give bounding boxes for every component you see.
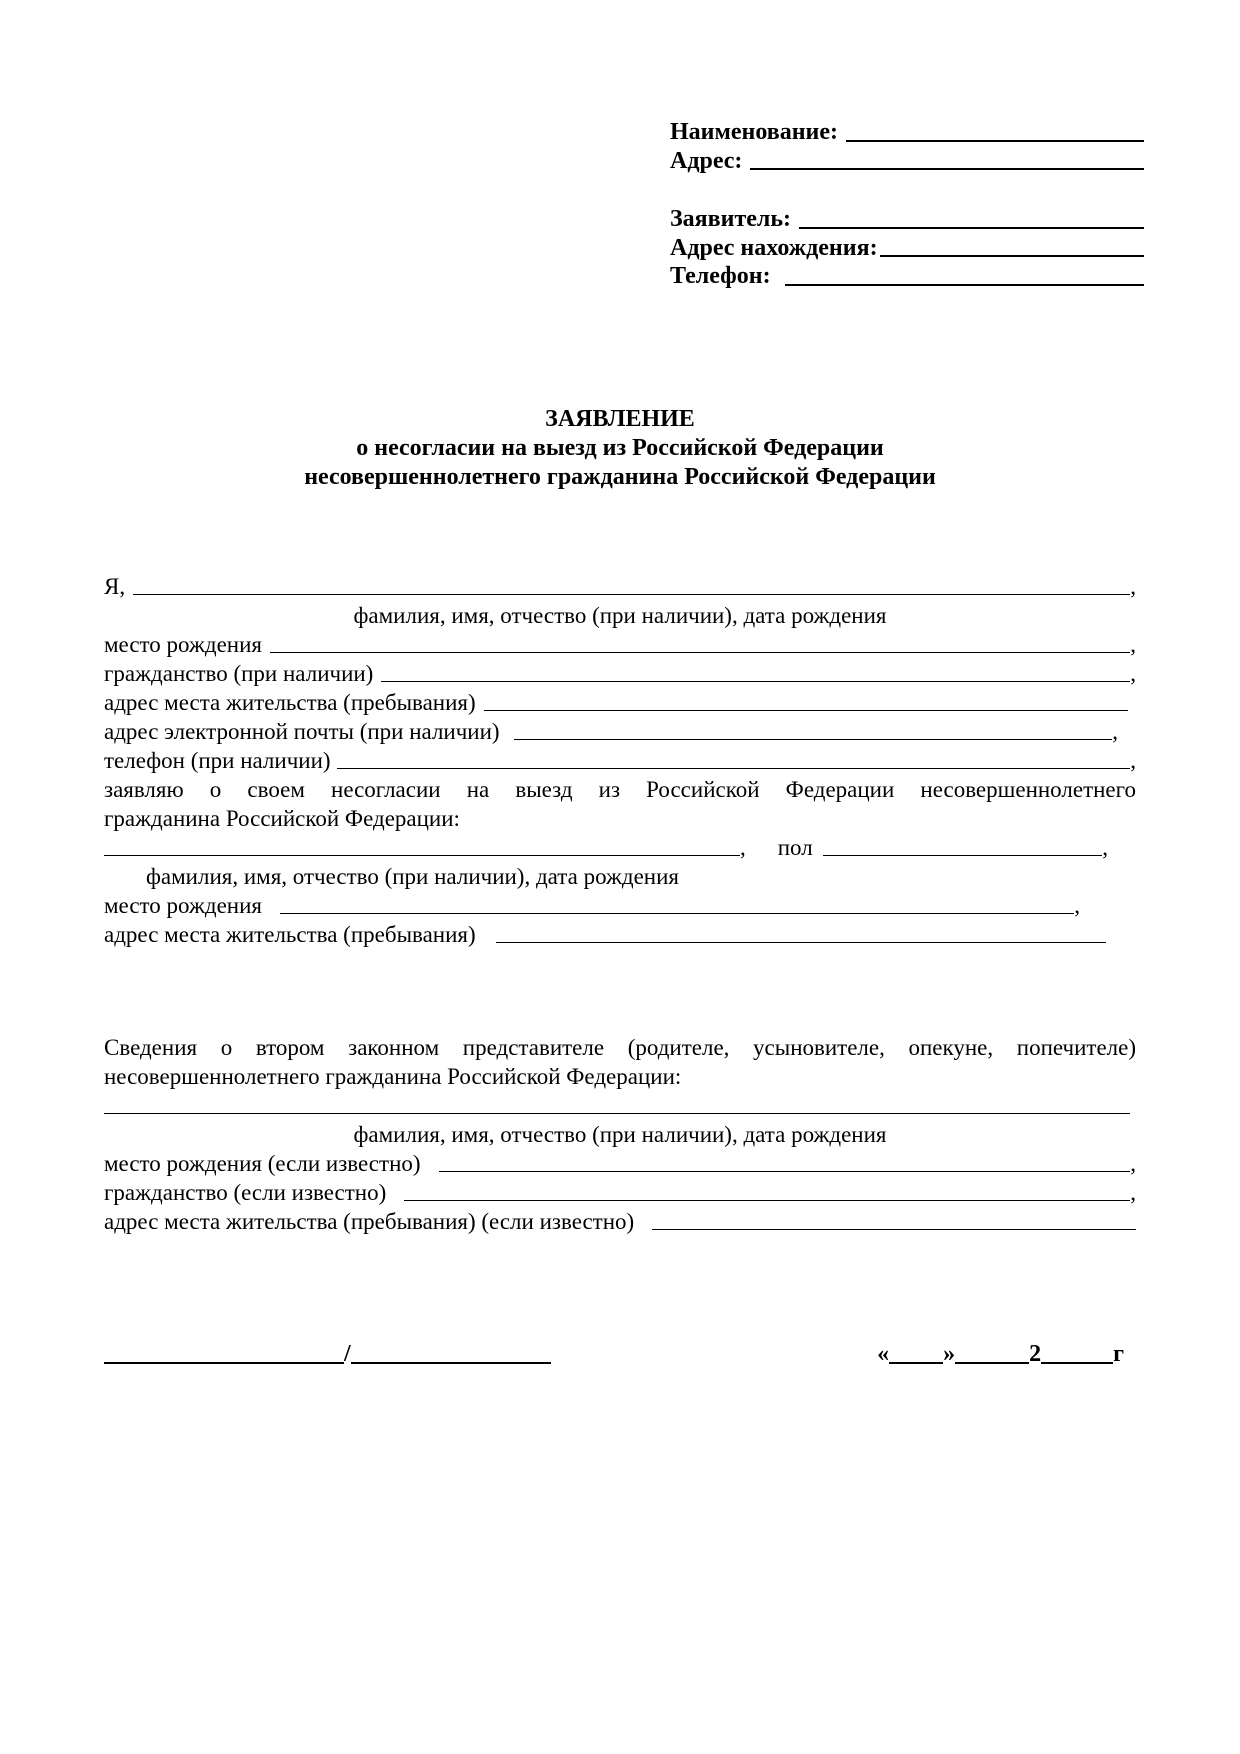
- minor-birthplace-row: [104, 891, 1136, 920]
- year-suffix: г: [1113, 1341, 1124, 1367]
- second-rep-birthplace-field[interactable]: [439, 1153, 1131, 1172]
- minor-sex-field[interactable]: [823, 837, 1103, 856]
- comma: ,: [1130, 1151, 1136, 1176]
- year-field[interactable]: [1041, 1342, 1113, 1364]
- second-rep-birthplace-label: место рождения (если известно): [104, 1151, 421, 1176]
- recipient-name-label: Наименование:: [670, 119, 838, 145]
- second-rep-citizenship-field[interactable]: [404, 1182, 1130, 1201]
- title-line-3: несовершеннолетнего гражданина Российской Федерации: [304, 464, 936, 490]
- signature-slash: /: [344, 1341, 351, 1367]
- comma: ,: [1130, 632, 1136, 657]
- signature-name-field[interactable]: [351, 1342, 551, 1364]
- declaration-line-1: заявляю о своем несогласии на выезд из Российской Федерации несовершеннолетнего: [104, 777, 1136, 802]
- recipient-address-field[interactable]: [750, 148, 1144, 170]
- second-rep-fio-row: [104, 1091, 1136, 1120]
- comma: ,: [1130, 748, 1136, 773]
- applicant-phone-field[interactable]: [785, 264, 1144, 286]
- ya-label: Я,: [104, 574, 126, 599]
- second-rep-fio-caption: фамилия, имя, отчество (при наличии), дата рождения: [353, 1122, 887, 1147]
- applicant-citizenship-row: [104, 659, 1136, 688]
- second-rep-birthplace-row: [104, 1149, 1136, 1178]
- applicant-email-row: [104, 717, 1136, 746]
- applicant-fio-caption: фамилия, имя, отчество (при наличии), дата рождения: [353, 603, 887, 628]
- document-body: [104, 572, 1136, 1236]
- minor-birthplace-label: место рождения: [104, 893, 262, 918]
- applicant-location-row: [670, 234, 1144, 263]
- applicant-phone-row: [670, 262, 1144, 291]
- applicant-email-field[interactable]: [514, 721, 1113, 740]
- applicant-label: Заявитель:: [670, 206, 792, 232]
- quote-close: »: [943, 1341, 956, 1367]
- signature-date-row: [104, 1338, 1124, 1368]
- applicant-phone-label: Телефон:: [670, 263, 771, 289]
- phone-label: телефон (при наличии): [104, 748, 331, 773]
- title-line-2: о несогласии на выезд из Российской Федерации: [356, 435, 884, 461]
- applicant-location-field[interactable]: [880, 235, 1144, 257]
- second-rep-residence-row: [104, 1207, 1136, 1236]
- comma: ,: [1074, 893, 1080, 918]
- signature-field[interactable]: [104, 1342, 344, 1364]
- email-label: адрес электронной почты (при наличии): [104, 719, 500, 744]
- applicant-birthplace-row: [104, 630, 1136, 659]
- sex-label: пол: [777, 835, 813, 860]
- applicant-field[interactable]: [799, 207, 1144, 229]
- recipient-name-field[interactable]: [846, 120, 1144, 142]
- second-rep-intro-line-1: Сведения о втором законном представителе (родителе, усыновителе, опекуне, попечителе): [104, 1035, 1136, 1060]
- minor-birthplace-field[interactable]: [280, 895, 1074, 914]
- comma: ,: [1130, 574, 1136, 599]
- second-rep-citizenship-label: гражданство (если известно): [104, 1180, 387, 1205]
- recipient-address-label: Адрес:: [670, 147, 743, 174]
- comma: ,: [1112, 719, 1118, 744]
- applicant-location-label: Адрес нахождения:: [670, 234, 878, 261]
- second-rep-residence-label: адрес места жительства (пребывания) (если известно): [104, 1209, 635, 1234]
- year-prefix: 2: [1029, 1341, 1042, 1367]
- second-rep-intro-line-2: несовершеннолетнего гражданина Российской Федерации:: [104, 1064, 682, 1089]
- second-rep-citizenship-row: [104, 1178, 1136, 1207]
- residence-label: адрес места жительства (пребывания): [104, 690, 476, 715]
- date-block: [877, 1341, 1124, 1368]
- applicant-row: [670, 205, 1144, 234]
- month-field[interactable]: [955, 1342, 1029, 1364]
- section-spacer: [104, 949, 1136, 1033]
- minor-fio-caption: фамилия, имя, отчество (при наличии), дата рождения: [146, 864, 679, 889]
- minor-fio-sex-row: [104, 833, 1136, 862]
- second-rep-fio-field[interactable]: [104, 1095, 1130, 1114]
- header-gap: [670, 175, 1144, 205]
- applicant-fio-row: [104, 572, 1136, 601]
- comma: ,: [1130, 1180, 1136, 1205]
- minor-residence-label: адрес места жительства (пребывания): [104, 922, 476, 947]
- birthplace-label: место рождения: [104, 632, 262, 657]
- second-rep-residence-field[interactable]: [652, 1211, 1136, 1230]
- applicant-residence-row: [104, 688, 1136, 717]
- applicant-fio-field[interactable]: [133, 576, 1130, 595]
- comma: ,: [1102, 835, 1108, 860]
- header-addressee-block: [670, 118, 1144, 291]
- applicant-citizenship-field[interactable]: [381, 663, 1130, 682]
- declaration-line-2: гражданина Российской Федерации:: [104, 806, 460, 831]
- day-field[interactable]: [889, 1342, 943, 1364]
- comma: ,: [740, 835, 746, 860]
- minor-fio-field[interactable]: [104, 837, 740, 856]
- applicant-birthplace-field[interactable]: [270, 634, 1130, 653]
- quote-open: «: [877, 1341, 890, 1367]
- citizenship-label: гражданство (при наличии): [104, 661, 374, 686]
- recipient-address-row: [670, 147, 1144, 176]
- applicant-phone-body-row: [104, 746, 1136, 775]
- title-line-1: ЗАЯВЛЕНИЕ: [545, 406, 695, 432]
- applicant-residence-field[interactable]: [484, 692, 1128, 711]
- comma: ,: [1130, 661, 1136, 686]
- recipient-name-row: [670, 118, 1144, 147]
- document-title: [0, 405, 1240, 492]
- signature-block: [104, 1341, 551, 1368]
- minor-residence-row: [104, 920, 1136, 949]
- minor-residence-field[interactable]: [496, 924, 1106, 943]
- applicant-phone-body-field[interactable]: [337, 750, 1131, 769]
